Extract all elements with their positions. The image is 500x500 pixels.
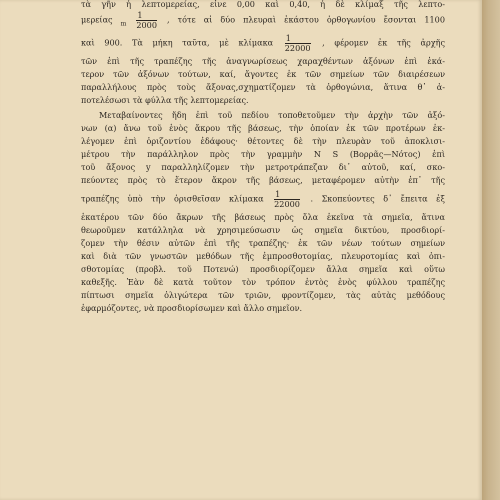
text-line-9: νων (α) ἄνω τοῦ ἑνὸς ἄκρου τῆς βάσεως, τὴν ὁποίαν ἐκ τῶν προτέρων ἐκ-: [81, 123, 445, 133]
text-line-2-pre: μερείας: [81, 14, 113, 25]
text-line-22: ἐφαρμόζοντες, νὰ προσδιορίσωμεν καὶ ἄλλο σημεῖον.: [81, 303, 303, 313]
text-line-14-post: . Σκοπεύοντες δ᾽ ἔπειτα ἐξ: [310, 193, 445, 204]
fraction-numerator: 1: [136, 11, 157, 21]
fraction-denominator: 22000: [284, 43, 311, 53]
fraction-numerator: 1: [285, 34, 311, 44]
text-line-2-post: , τότε αἱ δύο πλευραὶ ἑκάστου ὀρθογωνίου ἔσονται 1100: [167, 14, 445, 25]
text-line-3-pre: καὶ 900. Τὰ μήκη ταῦτα, μὲ κλίμακα: [81, 37, 274, 48]
text-line-20: καθεξῆς. Ἐὰν δὲ κατὰ τοῦτον τὸν τρόπον ἐντὸς ἑνὸς φύλλου τραπέζης: [81, 277, 445, 287]
text-line-1: τὰ γῆν ἡ λεπτομερείας, εἶνε 0,00 καὶ 0,40, ἡ δὲ κλίμαξ τῆς λεπτο-: [81, 0, 445, 9]
text-line-12: τοῦ ἄξονος y παραλληλίζομεν τὴν μετροτράπεζαν δι᾽ αὐτοῦ, καί, σκο-: [81, 162, 445, 172]
fraction-denominator: 22000: [274, 199, 300, 209]
text-line-6: παραλλήλους πρὸς τοὺς ἄξονας,σχηματίζομεν τὰ ὀρθογώνια, ἅτινα θ᾽ ἀ-: [81, 82, 445, 92]
text-line-17: ζομεν τὴν θέσιν αὐτῶν ἐπὶ τῆς τραπέζης· ἐκ τῶν νέων τούτων σημείων: [81, 238, 445, 248]
text-line-5: τερον τῶν ἀξόνων τούτων, καί, ἄγοντες ἐκ τῶν σημείων τῶν διαιρέσεων: [81, 69, 445, 79]
fraction-1-22000-b: [274, 190, 300, 209]
text-line-2-sub: m: [120, 20, 127, 28]
text-line-8: Μεταβαίνοντες ἤδη ἐπὶ τοῦ πεδίου τοποθετοῦμεν τὴν ἀρχὴν τῶν ἀξό-: [99, 110, 445, 120]
text-line-4: τῶν ἐπὶ τῆς τραπέζης τῆς ἀναγνωρίσεως χαραχθέντων ἀξόνων ἐπὶ ἑκά-: [81, 56, 445, 66]
page-edge: [482, 0, 500, 500]
text-line-3-post: , φέρομεν ἐκ τῆς ἀρχῆς: [322, 37, 445, 48]
text-line-3: [81, 34, 445, 53]
text-line-15: ἑκατέρου τῶν δύο ἄκρων τῆς βάσεως πρὸς ὅλα ἐκεῖνα τὰ σημεῖα, ἅτινα: [81, 212, 445, 222]
fraction-numerator: 1: [274, 190, 300, 200]
text-line-18: καὶ διὰ τῶν γνωστῶν μεθόδων τῆς ἐμπροσθοτομίας, πλευροτομίας καὶ ὀπι-: [81, 251, 445, 261]
text-line-14-pre: τραπέζης ὑπὸ τὴν ὁρισθεῖσαν κλίμακα: [81, 193, 264, 204]
text-line-13: πεύοντες πρὸς τὸ ἕτερον ἄκρον τῆς βάσεως, μεταφέρομεν αὐτὴν ἐπ᾽ τῆς: [81, 175, 445, 185]
text-line-10: λέγομεν ἐπὶ ὁριζοντίου ἐδάφους· θέτοντες δὲ τὴν πλευρὰν τοῦ ἀποκλισι-: [81, 136, 445, 146]
text-line-21: πίπτωσι σημεῖα ὀλιγώτερα τῶν τριῶν, φροντίζομεν, τὰς αὐτὰς μεθόδους: [81, 290, 445, 300]
fraction-1-22000-a: [285, 34, 311, 53]
fraction-denominator: 2000: [136, 20, 157, 30]
fraction-1-2000: [136, 11, 157, 30]
text-line-19: σθοτομίας (προβλ. τοῦ Ποτενώ) προσδιορίζομεν ἄλλα σημεῖα καὶ οὕτω: [81, 264, 445, 274]
text-line-11: μέτρου τὴν παράλληλον πρὸς τὴν γραμμὴν N S (Βορρᾶς—Νότος) ἐπὶ: [81, 149, 445, 159]
text-line-14: [81, 190, 445, 209]
text-line-7: ποτελέσωσι τὰ φύλλα τῆς λεπτομερείας.: [81, 95, 249, 105]
text-line-16: θεωροῦμεν κατάλληλα νὰ χρησιμεύσωσιν ὡς σημεῖα δικτύου, προσδιορί-: [81, 225, 445, 235]
text-line-2: [81, 11, 445, 30]
